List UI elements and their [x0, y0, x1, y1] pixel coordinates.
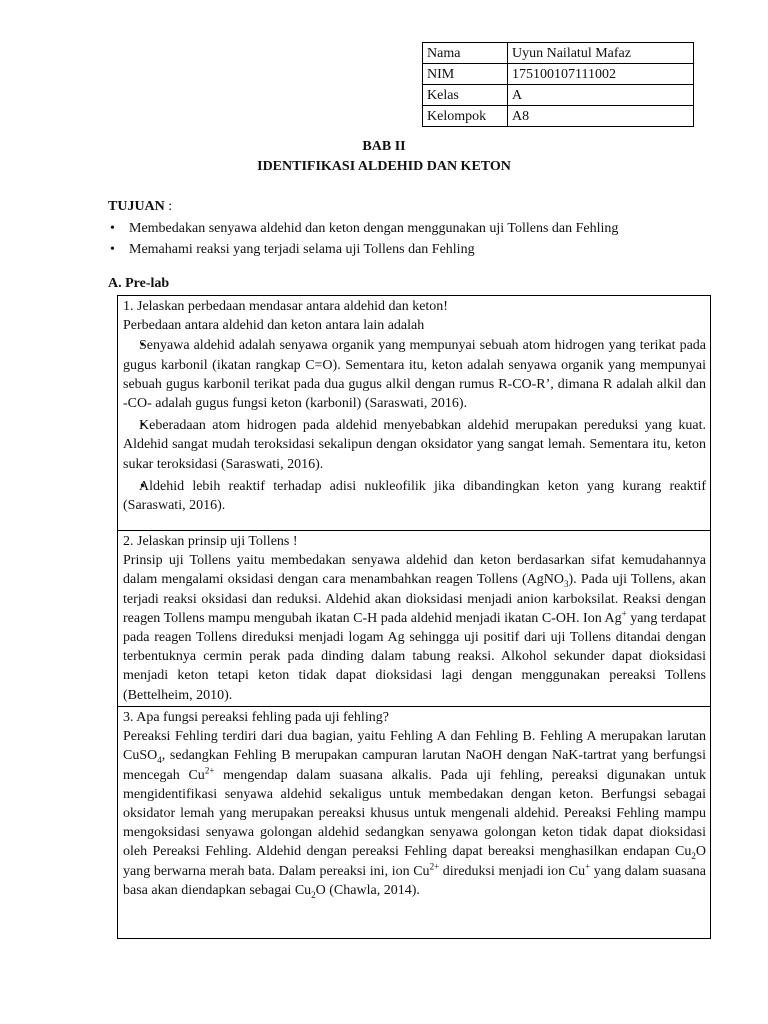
answer-1-bullet: • Senyawa aldehid adalah senyawa organik yang mempunyai sebuah atom hidrogen yang terikat pada gugus karbonil (ikatan rangkap C=O). Sementara itu, keton adalah senyawa organik yang mempunyai sebuah gugus karbonil terikat pada dua gugus alkil dengan rumus R-CO-R’, dimana R adalah alkil dan -CO- adalah gugus fungsi keton (karbonil) (Saraswati, 2016).	[123, 336, 706, 413]
question-box-3	[117, 706, 711, 939]
answer-3-text: Pereaksi Fehling terdiri dari dua bagian, yaitu Fehling A dan Fehling B. Fehling A merupakan larutan CuSO	[123, 729, 706, 764]
answer-1-intro: Perbedaan antara aldehid dan keton antara lain adalah	[123, 318, 425, 334]
question-box-2	[117, 530, 711, 707]
superscript: +	[585, 860, 591, 871]
superscript: 2+	[204, 764, 215, 775]
answer-3-text: mengendap dalam suasana alkalis. Pada uji fehling, pereaksi digunakan untuk mengidentifikasi senyawa aldehid sekaligus untuk membedakan dengan keton. Berfungsi sebagai oksidator lemah yang merupakan pereaksi khusus untuk mengenali aldehid. Pereaksi Fehling mampu mengoksidasi senyawa golongan aldehid sedangkan senyawa golongan keton tidak dapat dioksidasi oleh Pereaksi Fehling. Aldehid dengan pereaksi Fehling dapat bereaksi menghasilkan endapan Cu	[123, 767, 706, 860]
answer-3-text: yang dalam suasana basa akan diendapkan sebagai Cu	[123, 863, 706, 898]
info-value: A	[508, 85, 694, 106]
superscript: 2+	[429, 860, 440, 871]
answer-2-text: yang terdapat pada reagen Tollens direduksi menjadi logam Ag sehingga uji positif dari uji Tollens ditandai dengan terbentuknya cermin perak pada dinding dalam tabung reaksi. Alkohol sekunder dapat dioksidasi menjadi keton tetapi keton tidak dapat dioksidasi lagi dengan menggunakan pereaksi Tollens (Bettelheim, 2010).	[123, 610, 707, 703]
question-box-1	[117, 295, 711, 531]
info-label: NIM	[423, 64, 508, 85]
info-label: Nama	[423, 43, 508, 64]
info-value: 175100107111002	[508, 64, 694, 85]
tujuan-label: TUJUAN	[108, 199, 165, 214]
student-info-table	[422, 42, 694, 127]
subscript: 2	[311, 889, 316, 900]
tujuan-list	[108, 218, 708, 260]
tujuan-suffix: :	[164, 199, 173, 214]
answer-2-text: Prinsip uji Tollens yaitu membedakan senyawa aldehid dan keton berdasarkan sifat kemudahannya dalam mengalami oksidasi dengan cara menambahkan reagen Tollens (AgNO	[123, 553, 706, 588]
answer-3-text: , sedangkan Fehling B merupakan campuran larutan NaOH dengan NaK-tartrat yang berfungsi mencegah Cu	[123, 748, 706, 783]
answer-2	[123, 551, 706, 705]
subscript: 3	[564, 579, 569, 590]
document-title: IDENTIFIKASI ALDEHID DAN KETON	[257, 159, 511, 174]
question-1: 1. Jelaskan perbedaan mendasar antara aldehid dan keton!	[123, 299, 448, 314]
tujuan-item: • Membedakan senyawa aldehid dan keton dengan menggunakan uji Tollens dan Fehling	[108, 218, 708, 239]
info-label: Kelas	[423, 85, 508, 106]
info-label: Kelompok	[423, 106, 508, 127]
info-value: A8	[508, 106, 694, 127]
answer-3-text: O yang berwarna merah bata. Dalam pereaksi ini, ion Cu	[123, 844, 706, 879]
info-row-kelas	[423, 85, 694, 106]
subscript: 2	[691, 851, 696, 862]
tujuan-item: • Memahami reaksi yang terjadi selama uji Tollens dan Fehling	[108, 239, 708, 260]
info-row-kelompok	[423, 106, 694, 127]
tujuan-heading	[108, 199, 172, 215]
info-row-nama	[423, 43, 694, 64]
question-2: 2. Jelaskan prinsip uji Tollens !	[123, 534, 298, 549]
answer-3-text: O (Chawla, 2014).	[315, 882, 420, 898]
subscript: 4	[157, 755, 162, 766]
answer-1-bullet: • Keberadaan atom hidrogen pada aldehid menyebabkan aldehid merupakan pereduksi yang kuat. Aldehid sangat mudah teroksidasi sekalipun dengan oksidator yang sangat lemah. Sementara itu, keton sukar teroksidasi (Saraswati, 2016).	[123, 416, 706, 474]
chapter-heading: BAB II	[362, 139, 406, 154]
prelab-heading: A. Pre-lab	[108, 276, 170, 291]
answer-3-text: direduksi menjadi ion Cu	[439, 863, 586, 879]
answer-1-bullet: • Aldehid lebih reaktif terhadap adisi nukleofilik jika dibandingkan keton yang kurang reaktif (Saraswati, 2016).	[123, 477, 706, 515]
info-row-nim	[423, 64, 694, 85]
info-value: Uyun Nailatul Mafaz	[508, 43, 694, 64]
question-3: 3. Apa fungsi pereaksi fehling pada uji fehling?	[123, 710, 389, 725]
answer-3	[123, 727, 706, 900]
answer-2-text: ). Pada uji Tollens, akan terjadi reaksi oksidasi dan reduksi. Aldehid akan dioksidasi menjadi anion karboksilat. Reaksi dengan reagen Tollens mampu mengubah ikatan C-H pada aldehid menjadi ikatan C-OH. Ion Ag	[123, 572, 706, 626]
superscript: +	[621, 608, 627, 619]
